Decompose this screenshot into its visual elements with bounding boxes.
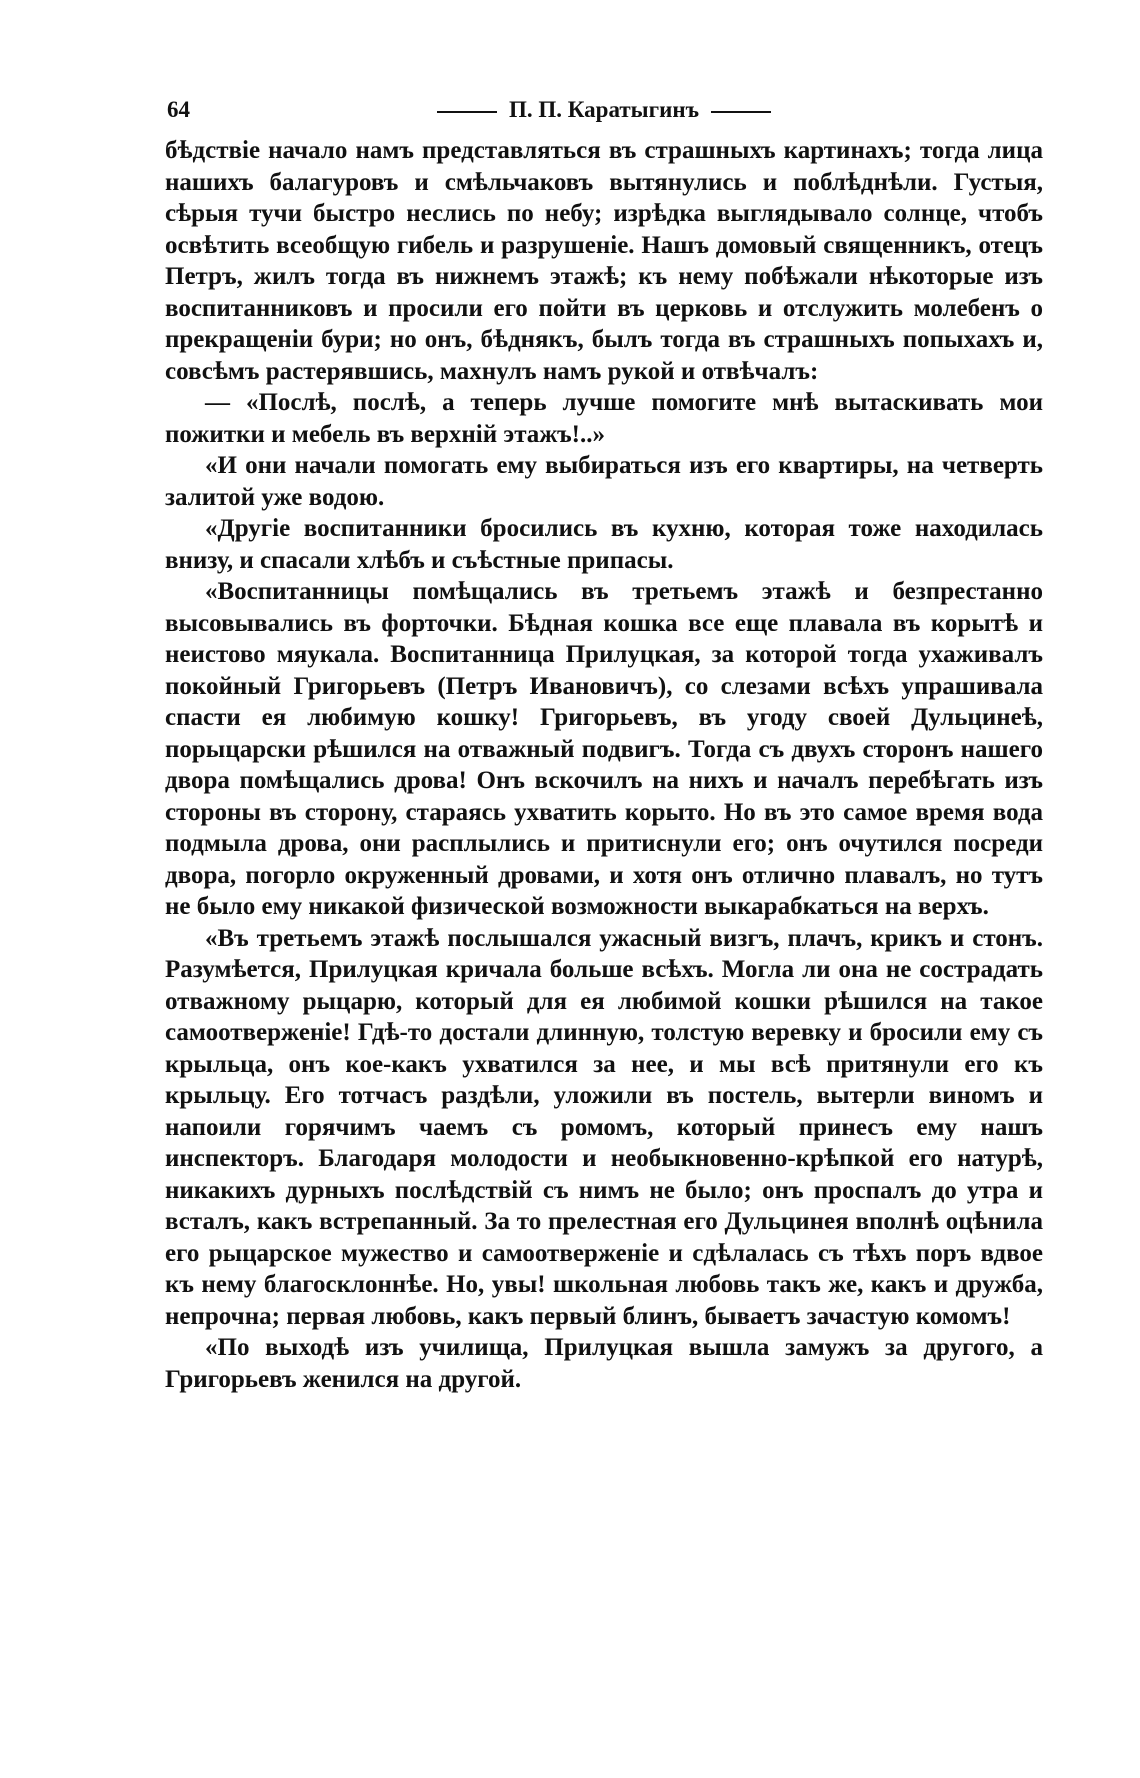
book-page [165,85,1043,1395]
paragraph: «Воспитанницы помѣщались въ третьемъ этажѣ и безпрестанно высовывались въ форточки. Бѣдная кошка все еще плавала въ корытѣ и неистово мяукала. Воспитанница Прилуцкая, за которой тогда ухаживалъ покойный Григорьевъ (Петръ Ивановичъ), со слезами всѣхъ упрашивала спасти ея любимую кошку! Григорьевъ, въ угоду своей Дульцинеѣ, порыцарски рѣшился на отважный подвигъ. Тогда съ двухъ сторонъ нашего двора помѣщались дрова! Онъ вскочилъ на нихъ и началъ перебѣгать изъ стороны въ сторону, стараясь ухватить корыто. Но въ это самое время вода подмыла дрова, они расплылись и притиснули его; онъ очутился посреди двора, погорло окруженный дровами, и хотя онъ отлично плавалъ, но тутъ не было ему никакой физической возможности выкарабкаться на верхъ. [165,578,1043,920]
paragraph: бѣдствіе начало намъ представляться въ страшныхъ картинахъ; тогда лица нашихъ балагуровъ и смѣльчаковъ вытянулись и поблѣднѣли. Густыя, сѣрыя тучи быстро неслись по небу; изрѣдка выглядывало солнце, чтобъ освѣтить всеобщую гибель и разрушеніе. Нашъ домовый священникъ, отецъ Петръ, жилъ тогда въ нижнемъ этажѣ; къ нему побѣжали нѣкоторые изъ воспитанниковъ и просили его пойти въ церковь и отслужить молебенъ о прекращеніи бури; но онъ, бѣднякъ, былъ тогда въ страшныхъ попыхахъ и, совсѣмъ растерявшись, махнулъ намъ рукой и отвѣчалъ: [165,137,1043,385]
running-title [165,97,1043,123]
paragraph: «Въ третьемъ этажѣ послышался ужасный визгъ, плачъ, крикъ и стонъ. Разумѣется, Прилуцкая кричала больше всѣхъ. Могла ли она не сострадать отважному рыцарю, который для ея любимой кошки рѣшился на такое самоотверженіе! Гдѣ-то достали длинную, толстую веревку и бросили ему съ крыльца, онъ кое-какъ ухватился за нее, и мы всѣ притянули его къ крыльцу. Его тотчасъ раздѣли, уложили въ постель, вытерли виномъ и напоили горячимъ чаемъ съ ромомъ, который принесъ ему нашъ инспекторъ. Благодаря молодости и необыкновенно-крѣпкой его натурѣ, никакихъ дурныхъ послѣдствій съ нимъ не было; онъ проспалъ до утра и всталъ, какъ встрепанный. За то прелестная его Дульцинея вполнѣ оцѣнила его рыцарское мужество и самоотверженіе и сдѣлалась съ тѣхъ поръ вдвое къ нему благосклоннѣе. Но, увы! школьная любовь такъ же, какъ и дружба, непрочна; первая любовь, какъ первый блинъ, бываетъ зачастую комомъ! [165,924,1043,1330]
page-number: 64 [167,97,190,122]
body-text [165,135,1043,1395]
paragraph: «Другіе воспитанники бросились въ кухню, которая тоже находилась внизу, и спасали хлѣбъ и съѣстные припасы. [165,515,1043,574]
paragraph: «И они начали помогать ему выбираться изъ его квартиры, на четверть залитой уже водою. [165,452,1043,511]
running-title-text: П. П. Каратыгинъ [509,97,699,122]
paragraph: «По выходѣ изъ училища, Прилуцкая вышла замужъ за другого, а Григорьевъ женился на другой. [165,1334,1043,1393]
page-header [165,85,1043,135]
right-rule [711,111,771,113]
paragraph: — «Послѣ, послѣ, а теперь лучше помогите мнѣ вытаскивать мои пожитки и мебель въ верхній этажъ!..» [165,389,1043,448]
left-rule [437,111,497,113]
